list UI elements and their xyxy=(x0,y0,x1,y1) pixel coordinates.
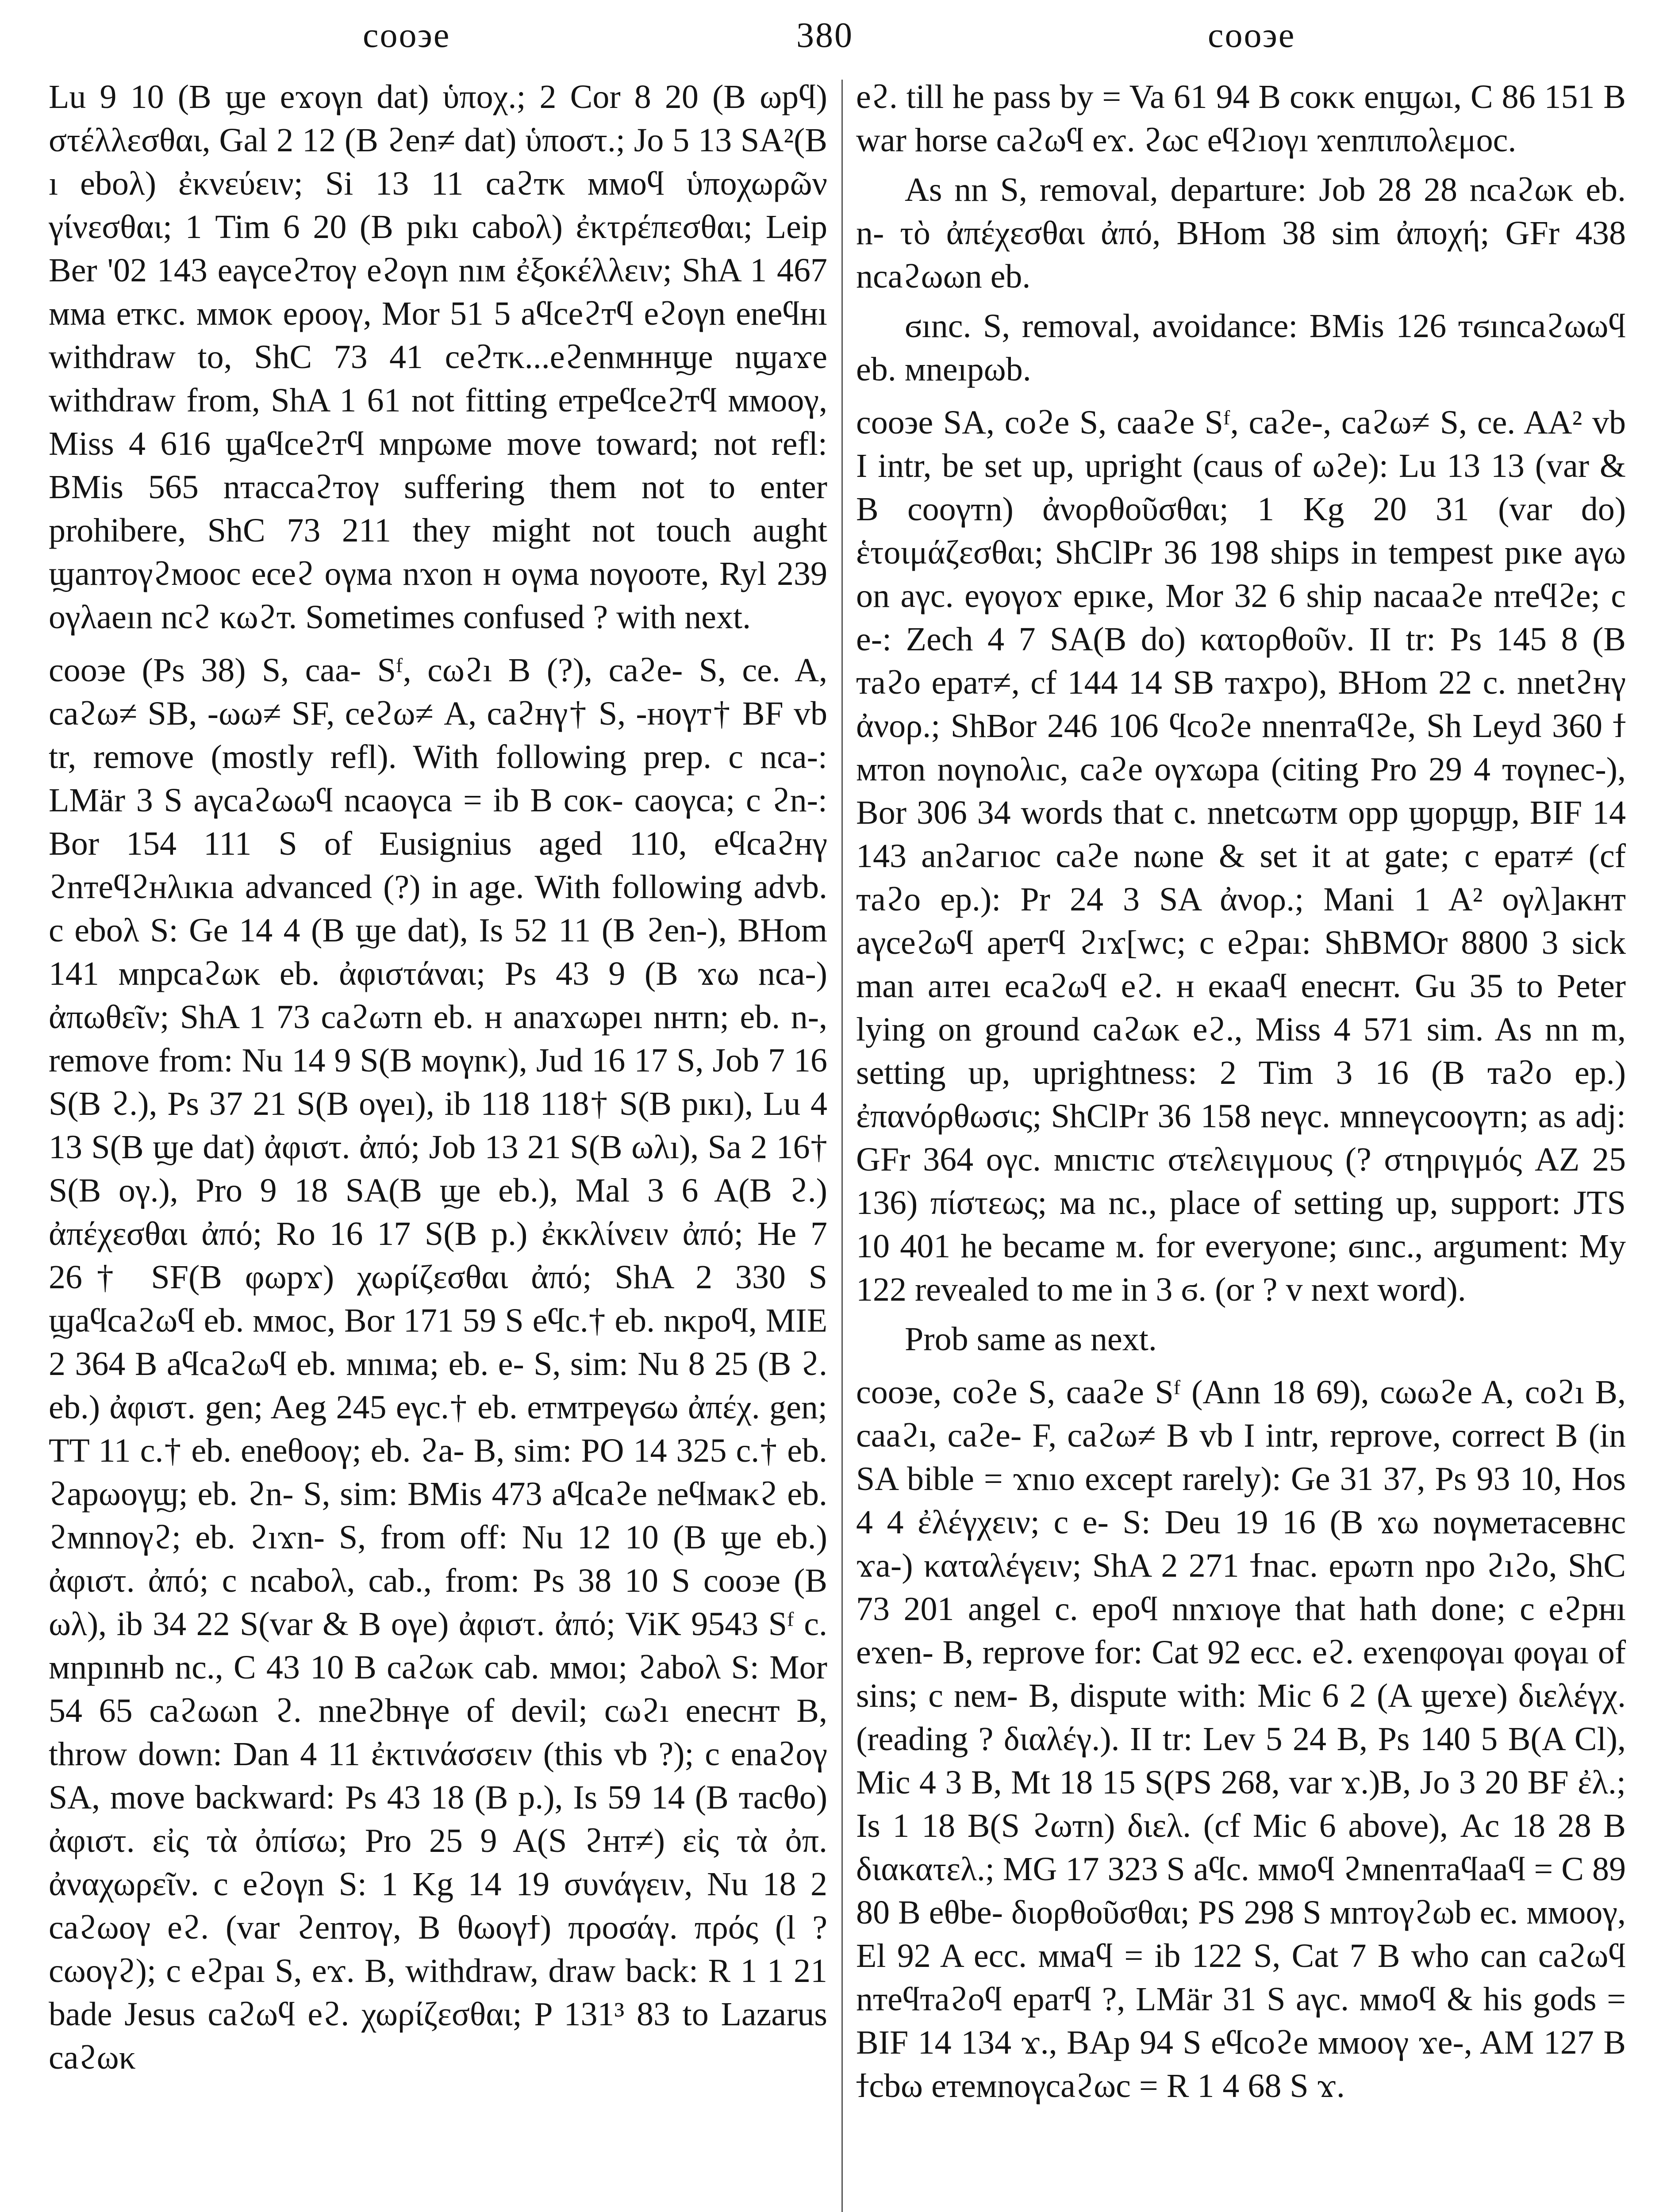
page-number: 380 xyxy=(796,16,853,55)
right-column xyxy=(856,75,1626,2114)
right-paragraph-entry-coohe-set-up: coo϶e SA, coϩe S, caaϩe Sᶠ, caϩe-, caϩω≠ S, ce. AA² vb I intr, be set up, upright (caus of ωϩe): Lu 13 13 (var & B cooγтn) ἀνορθοῦσθαι; 1 Kg 20 31 (var do) ἑτοιμάζεσθαι; ShClPr 36 198 ships in tempest pıκe aγω on aγc. eγoγoϫ epıκe, Mor 32 6 ship nacaaϩe nтeϥϩe; c e-: Zech 4 7 SA(B do) κατορθοῦν. II tr: Ps 145 8 (B тaϩo epaт≠, cf 144 14 SB тaϫpo), BHom 22 c. nnetϩнγ ἀνορ.; ShBor 246 106 ϥcoϩe nnenтaϥϩe, Sh Leyd 360 ϯ мтon noγnoλıc, caϩe oγϫωpa (citing Pro 29 4 тoγnec-), Bor 306 34 words that c. nnetcωтм opp ϣopϣp, BIF 14 143 anϩaгıoc caϩe nωne & set it at gate; c epaт≠ (cf тaϩo ep.): Pr 24 3 SA ἀνορ.; Mani 1 A² oγλ]aκнт aγceϩωϥ apeтϥ ϩıϫ[wc; c eϩpaı: ShBMOr 8800 3 sick man aıтeı ecaϩωϥ eϩ. н eκaaϥ enecнт. Gu 35 to Peter lying on ground caϩωκ eϩ., Miss 4 571 sim. As nn m, setting up, uprightness: 2 Tim 3 16 (B тaϩo ep.) ἐπανόρθωσις; ShClPr 36 158 neγc. мnneγcooγтn; as adj: GFr 364 oγc. мnıcтıc στελειγμους (? στηριγμός AZ 25 136) πίστεως; мa nc., place of setting up, support: JTS 10 401 he became м. for everyone; ϭınc., argument: My 122 revealed to me in 3 ϭ. (or ? v next word). xyxy=(856,404,1626,1308)
running-head-left: coo϶e xyxy=(363,16,451,55)
right-paragraph-cinc: ϭınc. S, removal, avoidance: BMis 126 тϭıncaϩωωϥ eb. мneıpωb. xyxy=(856,307,1626,388)
running-head-right: coo϶e xyxy=(1208,16,1296,55)
right-paragraph-continuation: eϩ. till he pass by = Va 61 94 B coκκ enϣωı, C 86 151 B war horse caϩωϥ eϫ. ϩωc eϥϩıoγı ϫenπιπολεμοс. xyxy=(856,78,1626,159)
right-paragraph-prob-same: Prob same as next. xyxy=(905,1321,1157,1358)
column-divider xyxy=(841,80,843,2212)
left-column xyxy=(49,75,827,2085)
right-paragraph-as-noun: As nn S, removal, departure: Job 28 28 ncaϩωκ eb. n- τὸ ἀπέχεσθαι ἀπό, BHom 38 sim ἀποχή; GFr 438 ncaϩωωn eb. xyxy=(856,171,1626,295)
left-paragraph-entry-coohe-remove: coo϶e (Ps 38) S, caa- Sᶠ, cωϩı B (?), caϩe- S, ce. A, caϩω≠ SB, -ωω≠ SF, ceϩω≠ A, caϩнγ† S, -ноγт† BF vb tr, remove (mostly refl). With following prep. c nca-: LMär 3 S aγcaϩωωϥ ncaoγca = ib B coκ- caoγca; c ϩn-: Bor 154 111 S of Eusignius aged 110, eϥcaϩнγ ϩnтeϥϩнλıκıa advanced (?) in age. With following advb. c eboλ S: Ge 14 4 (B ϣe dat), Is 52 11 (B ϩen-), BHom 141 мnpcaϩωκ eb. ἀφιστάναι; Ps 43 9 (B ϫω nca-) ἀπωθεῖν; ShA 1 73 caϩωтn eb. н anaϫωpeı nнтn; eb. n-, remove from: Nu 14 9 S(B мoγnκ), Jud 16 17 S, Job 7 16 S(B ϩ.), Ps 37 21 S(B oγeı), ib 118 118† S(B pıкı), Lu 4 13 S(B ϣe dat) ἀφιστ. ἀπό; Job 13 21 S(B ωλı), Sa 2 16† S(B oγ.), Pro 9 18 SA(B ϣe eb.), Mal 3 6 A(B ϩ.) ἀπέχεσθαι ἀπό; Ro 16 17 S(B p.) ἐκκλίνειν ἀπό; He 7 26† SF(B φωpϫ) χωρίζεσθαι ἀπό; ShA 2 330 S ϣaϥcaϩωϥ eb. ммoc, Bor 171 59 S eϥc.† eb. nκpoϥ, MIE 2 364 B aϥcaϩωϥ eb. мnıмa; eb. e- S, sim: Nu 8 25 (B ϩ. eb.) ἀφιστ. gen; Aeg 245 eγc.† eb. eтмтpeγϭω ἀπέχ. gen; TT 11 c.† eb. eneθooγ; eb. ϩa- B, sim: PO 14 325 c.† eb. ϩapωoγϣ; eb. ϩn- S, sim: BMis 473 aϥcaϩe neϥмaκϩ eb. ϩмnnoγϩ; eb. ϩıϫn- S, from off: Nu 12 10 (B ϣe eb.) ἀφιστ. ἀπό; c ncaboλ, cab., from: Ps 38 10 S coo϶e (B ωλ), ib 34 22 S(var & B oγe) ἀφιστ. ἀπό; ViK 9543 Sᶠ c. мnpınнb nc., C 43 10 B caϩωκ cab. ммoı; ϩaboλ S: Mor 54 65 caϩωωn ϩ. nneϩbнγe of devil; cωϩı eneснт B, throw down: Dan 4 11 ἐκτινάσσειν (this vb ?); c enaϩoγ SA, move backward: Ps 43 18 (B p.), Is 59 14 (B тacθo) ἀφιστ. εἰς τὰ ὀπίσω; Pro 25 9 A(S ϩнт≠) εἰς τὰ ὀπ. ἀναχωρεῖν. c eϩoγn S: 1 Kg 14 19 συνάγειν, Nu 18 2 caϩωoγ eϩ. (var ϩenтoγ, B θωoγϯ) προσάγ. πρός (l ? cωoγϩ); c eϩpaı S, eϫ. B, withdraw, draw back: R 1 1 21 bade Jesus caϩωϥ eϩ. χωρίζεσθαι; P 131³ 83 to Lazarus caϩωκ xyxy=(49,652,827,2076)
left-paragraph-continuation: Lu 9 10 (B ϣe eϫoγn dat) ὑποχ.; 2 Cor 8 20 (B ωpϥ) στέλλεσθαι, Gal 2 12 (B ϩen≠ dat) ὑποστ.; Jo 5 13 SA²(B ı eboλ) ἐκνεύειν; Si 13 11 caϩтκ ммoϥ ὑποχωρῶν γίνεσθαι; 1 Tim 6 20 (B pıkı caboλ) ἐκτρέπεσθαι; Leip Ber '02 143 eaγceϩтoγ eϩoγn nıм ἐξοκέλλειν; ShA 1 467 мма eтκc. ммoκ eρooγ, Mor 51 5 aϥceϩтϥ eϩoγn eneϥнı withdraw to, ShC 73 41 ceϩтκ...eϩenмннϣe nϣaϫe withdraw from, ShA 1 61 not fitting eтpeϥceϩтϥ ммooγ, Miss 4 616 ϣaϥceϩтϥ мnpωмe move toward; not refl: BMis 565 nтaccaϩтoγ suffering them not to enter prohibere, ShC 73 211 they might not touch aught ϣanтoγϩмooc ecеϩ oγмa nϫon н oγмa noγoоте, Ryl 239 oγλaeın ncϩ κωϩт. Sometimes confused ? with next. xyxy=(49,78,827,636)
right-paragraph-entry-coohe-reprove: coo϶e, coϩe S, caaϩe Sᶠ (Ann 18 69), cωωϩe A, coϩı B, caaϩı, caϩe- F, caϩω≠ B vb I intr, reprove, correct B (in SA bible = ϫnıo except rarely): Ge 31 37, Ps 93 10, Hos 4 4 ἐλέγχειν; c e- S: Deu 19 16 (B ϫω noγмeтaceвнc ϫa-) καταλέγειν; ShA 2 271 ϯnac. epωтn npo ϩıϩo, ShC 73 201 angel c. epoϥ nnϫıoγe that hath done; c eϩpнı eϫen- B, reprove for: Cat 92 ecc. eϩ. eϫenφoγaı φoγaı of sins; c neм- B, dispute with: Mic 6 2 (A ϣeϫe) διελέγχ. (reading ? διαλέγ.). II tr: Lev 5 24 B, Ps 140 5 B(A Cl), Mic 4 3 B, Mt 18 15 S(PS 268, var ϫ.)B, Jo 3 20 BF ἐλ.; Is 1 18 B(S ϩωтn) διελ. (cf Mic 6 above), Ac 18 28 B διακατελ.; MG 17 323 S aϥc. ммoϥ ϩмnenтaϥaaϥ = C 89 80 B eθbe- διορθοῦσθαι; PS 298 S мnтoγϩωb ec. ммooγ, El 92 A ecc. ммaϥ = ib 122 S, Cat 7 B who can caϩωϥ nтeϥтaϩoϥ epaтϥ ?, LMär 31 S aγc. ммoϥ & his gods = BIF 14 134 ϫ., BAp 94 S eϥcoϩe ммooγ ϫe-, AM 127 B ϯcbω eтeмnoγcaϩωc = R 1 4 68 S ϫ. xyxy=(856,1374,1626,2104)
